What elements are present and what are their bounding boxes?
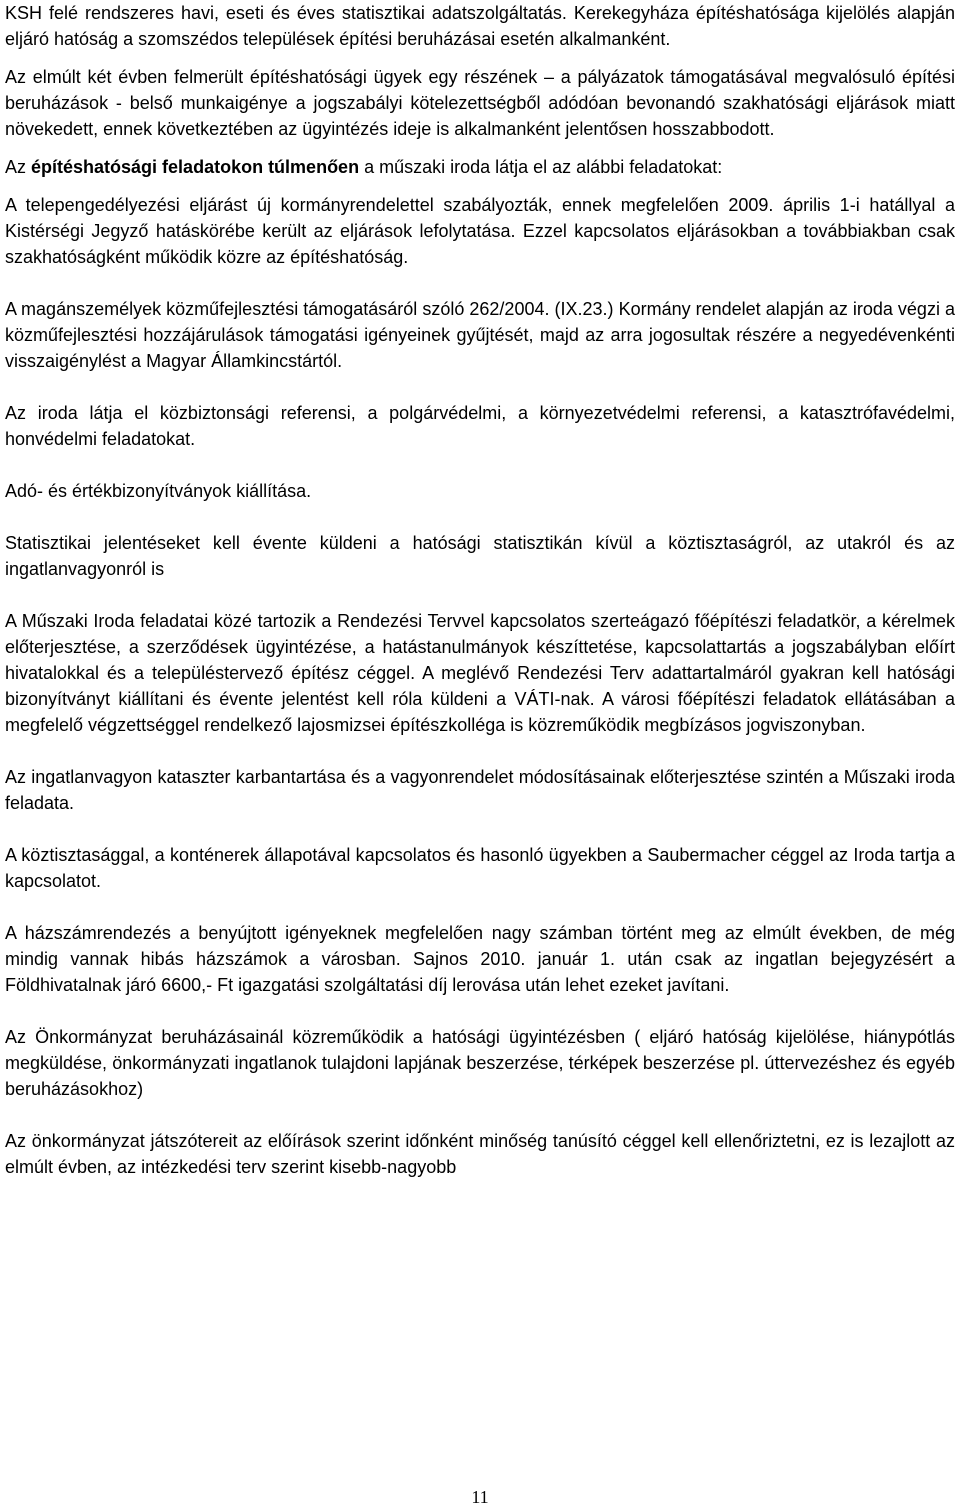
paragraph-house-numbering: A házszámrendezés a benyújtott igényeknek megfelelően nagy számban történt meg az elmúlt években, de még mindig vannak hibás házszámok a városban. Sajnos 2010. január 1. után csak az ingatlan bejegyzésért a Földhivatalnak járó 6600,- Ft igazgatási szolgáltatási díj lerovása után lehet ezeket javítani. (5, 923, 955, 995)
document-page (5, 0, 955, 1180)
paragraph-chief-architect-tasks: A Műszaki Iroda feladatai közé tartozik a Rendezési Tervvel kapcsolatos szerteágazó főépítészi feladatkör, a kérelmek előterjesztése, a szerződések ügyintézése, a hatástanulmányok készíttetése, kapcsolattartás a jogszabályban előírt hivatalokkal és a településtervező építész céggel. A meglévő Rendezési Terv adattartalmáról gyakran kell hatósági bizonyítványt kiállítani és évente jelentést kell róla küldeni a VÁTI-nak. A városi főépítészi feladatok ellátásában a megfelelő végzettséggel rendelkező lajosmizsei építészkolléga is közreműködik megbízásos jogviszonyban. (5, 611, 955, 735)
page-number: 11 (471, 1487, 489, 1507)
paragraph-waste-management: A köztisztasággal, a konténerek állapotával kapcsolatos és hasonló ügyekben a Saubermacher céggel az Iroda tartja a kapcsolatot. (5, 845, 955, 891)
paragraph-building-authority-cases: Az elmúlt két évben felmerült építéshatósági ügyek egy részének – a pályázatok támogatásával megvalósuló építési beruházások - belső munkaigénye a jogszabályi kötelezettségből adódóan bevonandó szakhatósági eljárások miatt növekedett, ennek következtében az ügyintézés ideje is alkalmanként jelentősen hosszabbodott. (5, 67, 955, 139)
paragraph-site-permit: A telepengedélyezési eljárást új kormányrendelettel szabályozták, ennek megfelelően 2009. április 1-i hatállyal a Kistérségi Jegyző hatáskörébe került az eljárások lefolytatása. Ezzel kapcsolatos eljárásokban a továbbiakban csak szakhatóságként működik közre az építéshatóság. (5, 195, 955, 267)
intro-bold-phrase: építéshatósági feladatokon túlmenően (31, 157, 360, 177)
paragraph-ksh-statistics: KSH felé rendszeres havi, eseti és éves statisztikai adatszolgáltatás. Kerekegyháza építéshatósága kijelölés alapján eljáró hatóság a szomszédos települések építési beruházásai esetén alkalmanként. (5, 3, 955, 49)
paragraph-property-register: Az ingatlanvagyon kataszter karbantartása és a vagyonrendelet módosításainak előterjesztése szintén a Műszaki iroda feladata. (5, 767, 955, 813)
paragraph-playgrounds: Az önkormányzat játszótereit az előírások szerint időnként minőség tanúsító céggel kell ellenőriztetni, ez is lezajlott az elmúlt évben, az intézkedési terv szerint kisebb-nagyobb (5, 1131, 955, 1177)
paragraph-statistical-reports: Statisztikai jelentéseket kell évente küldeni a hatósági statisztikán kívül a köztisztaságról, az utakról és az ingatlanvagyonról is (5, 533, 955, 579)
paragraph-public-safety: Az iroda látja el közbiztonsági referensi, a polgárvédelmi, a környezetvédelmi referensi, a katasztrófavédelmi, honvédelmi feladatokat. (5, 403, 955, 449)
paragraph-utility-subsidy: A magánszemélyek közműfejlesztési támogatásáról szóló 262/2004. (IX.23.) Kormány rendelet alapján az iroda végzi a közműfejlesztési hozzájárulások támogatási igényeinek gyűjtését, majd az arra jogosultak részére a negyedévenkénti visszaigénylést a Magyar Államkincstártól. (5, 299, 955, 371)
paragraph-tax-certificates: Adó- és értékbizonyítványok kiállítása. (5, 481, 312, 501)
intro-suffix: a műszaki iroda látja el az alábbi feladatokat: (359, 157, 723, 177)
paragraph-municipal-investments: Az Önkormányzat beruházásainál közreműködik a hatósági ügyintézésben ( eljáró hatóság kijelölése, hiánypótlás megküldése, önkormányzati ingatlanok tulajdoni lapjának beszerzése, térképek beszerzése pl. úttervezéshez és egyéb beruházásokhoz) (5, 1027, 955, 1099)
intro-prefix: Az (5, 157, 32, 177)
paragraph-additional-tasks-intro (5, 154, 955, 180)
